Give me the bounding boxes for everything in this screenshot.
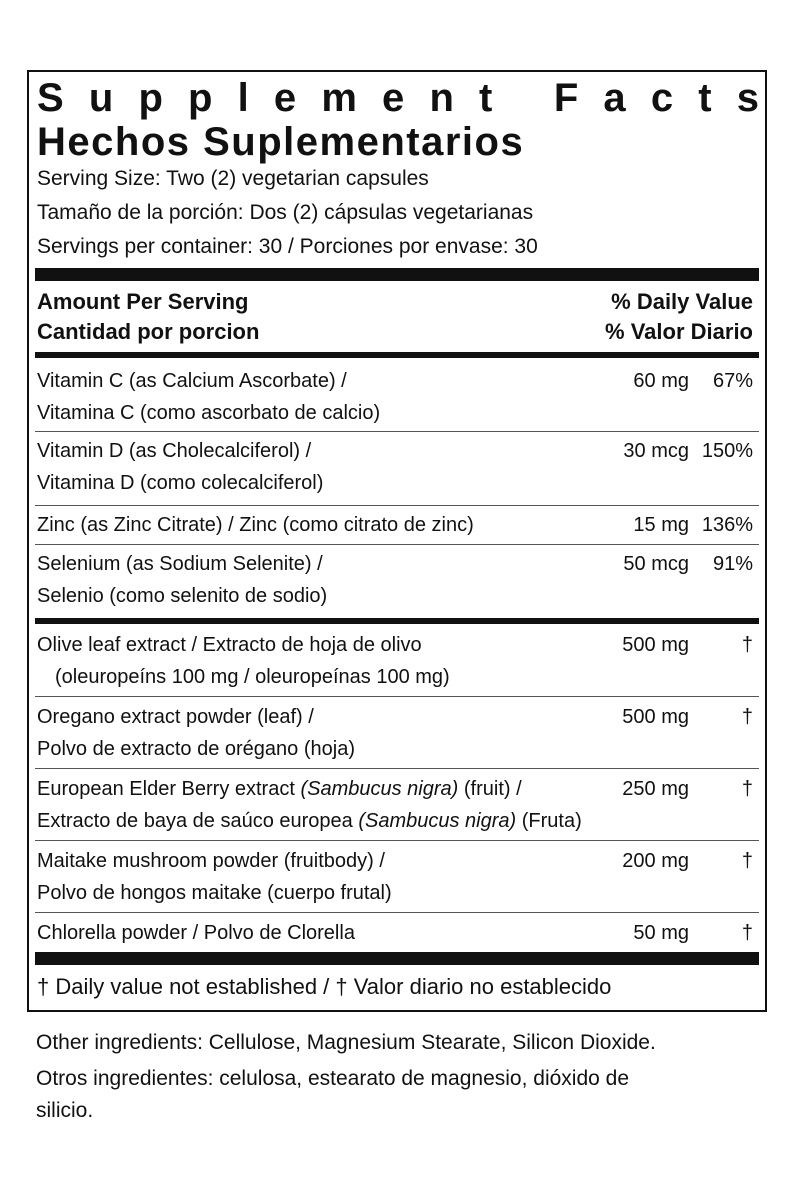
row-divider	[35, 505, 759, 506]
other-ingredients-es: Otros ingredientes: celulosa, estearato de magnesio, dióxido de	[36, 1067, 630, 1090]
row-divider	[35, 696, 759, 697]
ingredient-row-oregano	[35, 700, 759, 768]
ingredient-name: Maitake mushroom powder (fruitbody) /	[37, 850, 385, 872]
dagger-mark: †	[741, 778, 753, 800]
ingredient-amount: 200 mg	[622, 850, 689, 872]
row-divider	[35, 544, 759, 545]
nutrient-dv: 136%	[701, 514, 753, 536]
title-letter: p	[188, 76, 213, 120]
ingredient-name-es: Polvo de hongos maitake (cuerpo frutal)	[37, 882, 392, 904]
nutrient-amount: 60 mg	[633, 370, 689, 392]
title-letter: s	[736, 76, 759, 120]
ingredient-row-olive-leaf	[35, 628, 759, 696]
other-ingredients-es-cont: silicio.	[36, 1099, 94, 1122]
title-letter: m	[321, 76, 357, 120]
ingredient-name: Oregano extract powder (leaf) /	[37, 706, 314, 728]
title-english	[37, 74, 759, 122]
thick-divider	[35, 268, 759, 281]
other-ingredients-en: Other ingredients: Cellulose, Magnesium Stearate, Silicon Dioxide.	[36, 1031, 656, 1054]
nutrient-name: Selenium (as Sodium Selenite) /	[37, 553, 323, 575]
header-divider	[35, 352, 759, 358]
title-letter: F	[553, 76, 579, 120]
nutrient-row-zinc	[35, 508, 759, 542]
nutrient-row-selenium	[35, 547, 759, 615]
row-divider	[35, 840, 759, 841]
dagger-mark: †	[741, 922, 753, 944]
title-letter: S	[37, 76, 64, 120]
nutrient-name: Vitamin D (as Cholecalciferol) /	[37, 440, 312, 462]
daily-value-en: % Daily Value	[611, 289, 753, 314]
supplement-facts-panel	[27, 70, 767, 1012]
title-spanish: Hechos Suplementarios	[37, 120, 525, 164]
dagger-mark: †	[741, 634, 753, 656]
amount-per-serving-en: Amount Per Serving	[37, 289, 249, 314]
nutrient-dv: 67%	[712, 370, 753, 392]
nutrient-name-es: Vitamina D (como colecalciferol)	[37, 472, 324, 494]
title-letter: c	[650, 76, 674, 120]
serving-size-es: Tamaño de la porción: Dos (2) cápsulas vegetarianas	[37, 201, 534, 224]
nutrient-dv: 150%	[701, 440, 753, 462]
dagger-mark: †	[741, 850, 753, 872]
ingredient-name: European Elder Berry extract (Sambucus nigra) (fruit) /	[37, 778, 522, 800]
title-letter: l	[237, 76, 249, 120]
title-letter: n	[429, 76, 454, 120]
title-letter: a	[603, 76, 626, 120]
ingredient-row-elder-berry	[35, 772, 759, 840]
ingredient-amount: 500 mg	[622, 706, 689, 728]
nutrient-name-es: Selenio (como selenito de sodio)	[37, 585, 328, 607]
ingredient-name-es: Polvo de extracto de orégano (hoja)	[37, 738, 355, 760]
ingredient-name-es: Extracto de baya de saúco europea (Sambucus nigra) (Fruta)	[37, 810, 582, 832]
nutrient-name-es: Vitamina C (como ascorbato de calcio)	[37, 402, 381, 424]
nutrient-name: Vitamin C (as Calcium Ascorbate) /	[37, 370, 347, 392]
footnote: † Daily value not established / † Valor diario no establecido	[37, 974, 612, 999]
row-divider	[35, 431, 759, 432]
title-letter: e	[273, 76, 297, 120]
nutrient-amount: 50 mcg	[623, 553, 689, 575]
title-letter: t	[698, 76, 712, 120]
nutrient-row-vitamin-c	[35, 364, 759, 432]
nutrient-row-vitamin-d	[35, 434, 759, 502]
title-letter: p	[138, 76, 163, 120]
title-letter: t	[479, 76, 493, 120]
title-letter	[518, 74, 529, 122]
ingredient-name-sub: (oleuropeíns 100 mg / oleuropeínas 100 mg)	[55, 666, 450, 688]
daily-value-es: % Valor Diario	[605, 319, 753, 344]
ingredient-name: Olive leaf extract / Extracto de hoja de olivo	[37, 634, 422, 656]
serving-size-en: Serving Size: Two (2) vegetarian capsules	[37, 167, 429, 190]
nutrient-amount: 15 mg	[633, 514, 689, 536]
dagger-mark: †	[741, 706, 753, 728]
ingredient-row-chlorella	[35, 916, 759, 950]
ingredient-row-maitake	[35, 844, 759, 912]
nutrient-name: Zinc (as Zinc Citrate) / Zinc (como citrato de zinc)	[37, 514, 474, 536]
thick-divider-bottom	[35, 952, 759, 965]
ingredient-amount: 250 mg	[622, 778, 689, 800]
row-divider	[35, 912, 759, 913]
ingredient-amount: 50 mg	[633, 922, 689, 944]
ingredient-amount: 500 mg	[622, 634, 689, 656]
section-divider	[35, 618, 759, 624]
ingredient-name: Chlorella powder / Polvo de Clorella	[37, 922, 355, 944]
row-divider	[35, 768, 759, 769]
nutrient-amount: 30 mcg	[623, 440, 689, 462]
nutrient-dv: 91%	[712, 553, 753, 575]
amount-per-serving-es: Cantidad por porcion	[37, 319, 260, 344]
title-letter: e	[382, 76, 405, 120]
servings-per-container: Servings per container: 30 / Porciones por envase: 30	[37, 235, 538, 258]
title-letter: u	[88, 76, 114, 120]
